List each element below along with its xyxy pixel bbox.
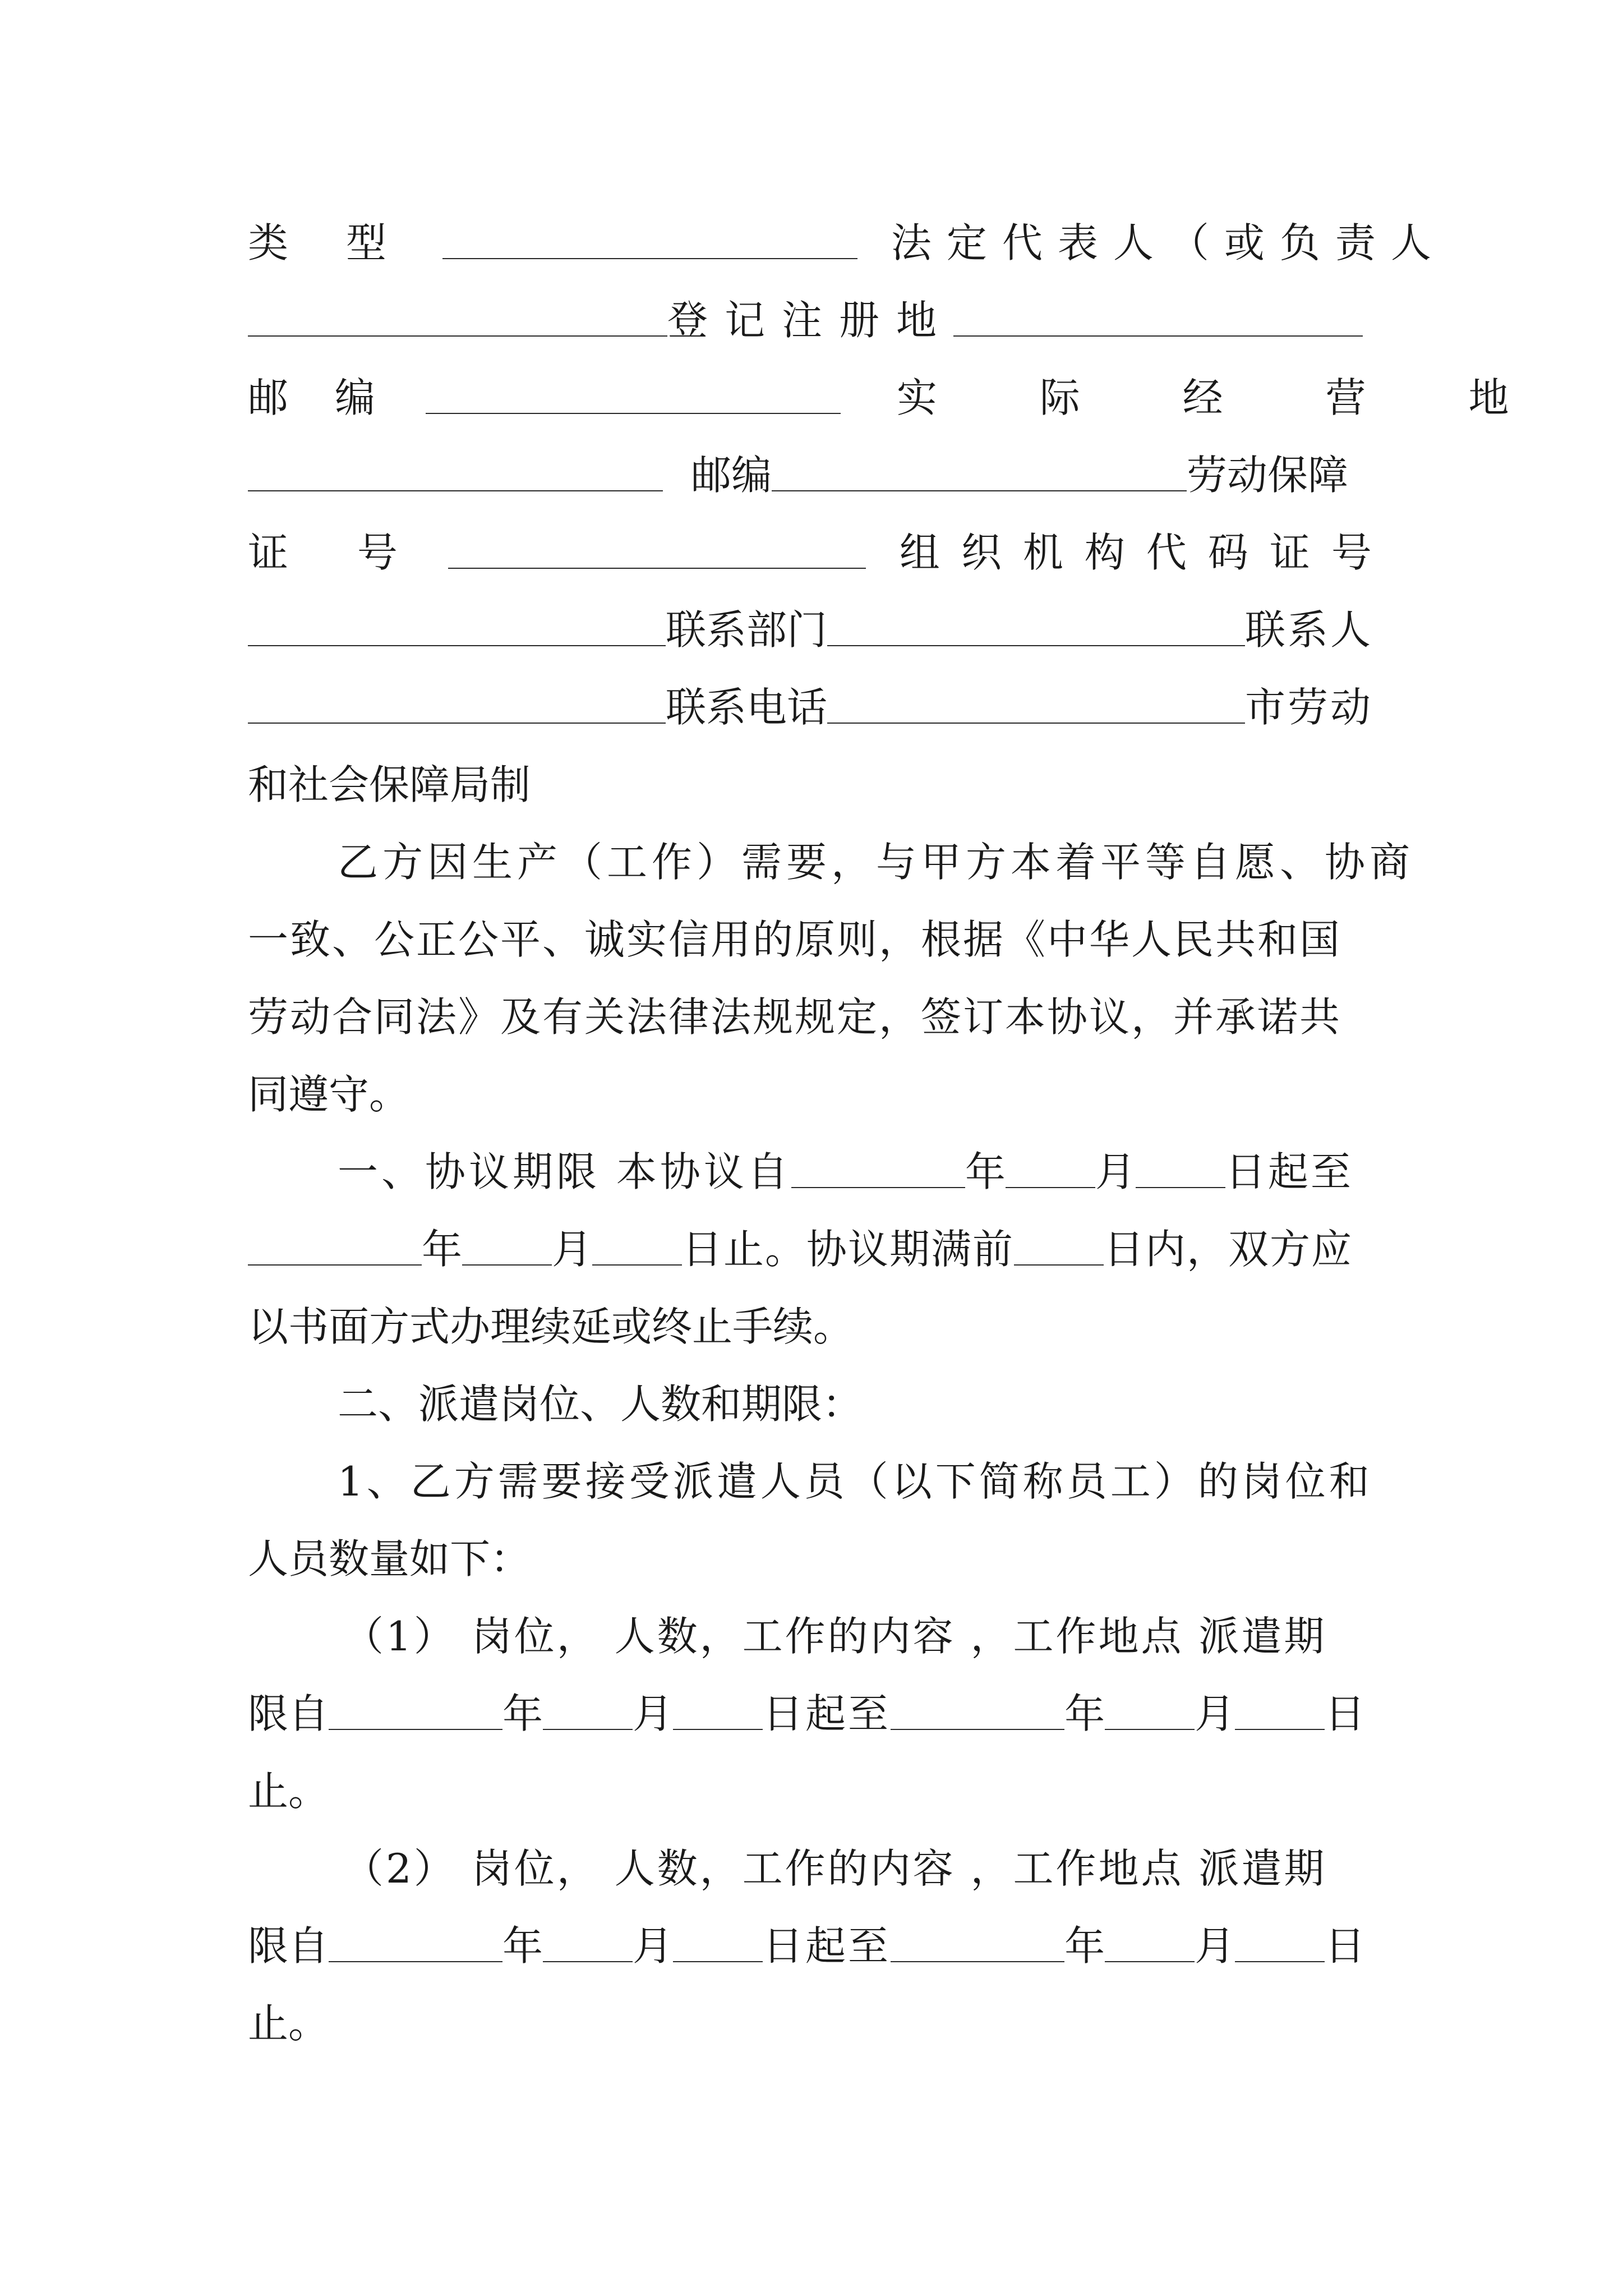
postcode2-blank[interactable] xyxy=(772,459,1187,491)
reg-place-label: 登记注册地 xyxy=(667,297,954,344)
month-label: 月 xyxy=(633,1922,674,1970)
days-within-label: 日内，双方应 xyxy=(1104,1226,1353,1273)
year-label: 年 xyxy=(422,1226,463,1273)
day-end-label: 日 xyxy=(1325,1922,1366,1970)
labor-security-label: 劳动保障 xyxy=(1187,452,1349,499)
bureau-row xyxy=(248,757,1386,813)
org-code-blank[interactable] xyxy=(248,614,666,646)
p2-end-year-blank[interactable] xyxy=(891,1930,1064,1962)
position-1-line2 xyxy=(248,1686,1386,1742)
section1-line-2 xyxy=(248,1221,1386,1277)
contact-dept-label: 联系部门 xyxy=(666,606,828,654)
position-1-tail: 止。 xyxy=(248,1768,329,1815)
item1-text-2: 人员数量如下： xyxy=(248,1535,531,1582)
reg-place-row xyxy=(248,292,1386,348)
preamble-text-4: 同遵守。 xyxy=(248,1071,410,1118)
postcode-label: 邮 编 xyxy=(248,374,392,421)
year-label: 年 xyxy=(1064,1690,1105,1737)
postcode-row xyxy=(248,370,1554,426)
contact-person-blank[interactable] xyxy=(248,691,666,724)
year-label: 年 xyxy=(965,1148,1006,1195)
actual-place-blank[interactable] xyxy=(248,459,663,491)
position-2-tail: 止。 xyxy=(248,2000,329,2047)
preamble-line-1 xyxy=(338,834,1415,890)
position-1-text: （1） 岗位， 人数，工作的内容 ，工作地点 派遣期 xyxy=(343,1613,1327,1660)
position-1-line3 xyxy=(248,1763,1386,1819)
month-label: 月 xyxy=(1195,1922,1235,1970)
contact-phone-blank[interactable] xyxy=(827,691,1245,724)
year-label: 年 xyxy=(502,1922,543,1970)
month-label: 月 xyxy=(633,1690,674,1737)
from-prefix: 限自 xyxy=(248,1690,329,1737)
p2-start-year-blank[interactable] xyxy=(329,1930,502,1962)
start-year-blank[interactable] xyxy=(791,1156,965,1188)
p2-start-day-blank[interactable] xyxy=(673,1930,763,1962)
bureau-suffix: 和社会保障局制 xyxy=(248,761,531,808)
position-1-line1 xyxy=(343,1608,1386,1664)
bureau-prefix: 市劳动 xyxy=(1245,684,1373,731)
legal-rep-blank[interactable] xyxy=(248,304,667,337)
position-2-text: （2） 岗位， 人数，工作的内容 ，工作地点 派遣期 xyxy=(343,1845,1327,1892)
section2-item1-line1 xyxy=(338,1453,1386,1510)
type-blank[interactable] xyxy=(442,227,857,259)
year-label: 年 xyxy=(502,1690,543,1737)
type-label: 类 型 xyxy=(248,219,409,266)
p1-end-month-blank[interactable] xyxy=(1105,1697,1195,1730)
p1-end-year-blank[interactable] xyxy=(891,1697,1064,1730)
section2-heading: 二、派遣岗位、人数和期限： xyxy=(338,1381,863,1428)
day-from-label: 日起至 xyxy=(1225,1148,1353,1195)
reg-place-blank[interactable] xyxy=(953,304,1363,337)
p2-start-month-blank[interactable] xyxy=(543,1930,633,1962)
p1-start-day-blank[interactable] xyxy=(673,1697,763,1730)
actual-place-label: 实 际 经 营 地 xyxy=(896,374,1554,421)
contact-dept-blank[interactable] xyxy=(827,614,1245,646)
item1-text-1: 1、乙方需要接受派遣人员（以下简称员工）的岗位和 xyxy=(338,1458,1373,1505)
month-label: 月 xyxy=(1095,1148,1136,1195)
contact-phone-label: 联系电话 xyxy=(666,684,828,731)
postcode2-label: 邮编 xyxy=(691,452,772,499)
preamble-text-1: 乙方因生产（工作）需要，与甲方本着平等自愿、协商 xyxy=(338,839,1415,886)
section1-line-1 xyxy=(338,1144,1386,1200)
contact-phone-row xyxy=(248,679,1386,735)
start-month-blank[interactable] xyxy=(1006,1156,1095,1188)
cert-no-blank[interactable] xyxy=(448,536,866,569)
position-2-line2 xyxy=(248,1918,1386,1974)
day-from-label: 日起至 xyxy=(763,1922,891,1970)
postcode-blank[interactable] xyxy=(426,381,841,414)
contact-person-label: 联系人 xyxy=(1245,606,1373,654)
end-year-blank[interactable] xyxy=(248,1233,422,1266)
day-from-label: 日起至 xyxy=(763,1690,891,1737)
day-end-label: 日 xyxy=(1325,1690,1366,1737)
p1-start-month-blank[interactable] xyxy=(543,1697,633,1730)
postcode2-row xyxy=(248,447,1386,503)
month-label: 月 xyxy=(552,1226,593,1273)
end-day-blank[interactable] xyxy=(592,1233,682,1266)
position-2-line3 xyxy=(248,1995,1386,2051)
section1-closing: 以书面方式办理续延或终止手续。 xyxy=(248,1303,854,1350)
p2-end-day-blank[interactable] xyxy=(1235,1930,1325,1962)
section1-line-3 xyxy=(248,1299,1386,1355)
contact-dept-row xyxy=(248,602,1386,658)
notice-days-blank[interactable] xyxy=(1014,1233,1104,1266)
preamble-line-3 xyxy=(248,989,1386,1045)
org-code-label: 组织机构代码证号 xyxy=(899,529,1393,576)
month-label: 月 xyxy=(1195,1690,1235,1737)
p1-end-day-blank[interactable] xyxy=(1235,1697,1325,1730)
day-to-label: 日止。协议期满前 xyxy=(682,1226,1015,1273)
preamble-line-2 xyxy=(248,912,1386,968)
section2-item1-line2 xyxy=(248,1531,1386,1587)
end-month-blank[interactable] xyxy=(462,1233,552,1266)
year-label: 年 xyxy=(1064,1922,1105,1970)
p1-start-year-blank[interactable] xyxy=(329,1697,502,1730)
position-2-line1 xyxy=(343,1841,1386,1897)
from-prefix: 限自 xyxy=(248,1922,329,1970)
cert-no-label: 证 号 xyxy=(248,529,426,576)
preamble-text-3: 劳动合同法》及有关法律法规规定，签订本协议，并承诺共 xyxy=(248,993,1342,1041)
cert-row xyxy=(248,524,1393,581)
section1-heading: 一、协议期限 本协议自 xyxy=(338,1148,791,1195)
p2-end-month-blank[interactable] xyxy=(1105,1930,1195,1962)
legal-rep-label: 法定代表人（或负责人 xyxy=(891,219,1446,266)
preamble-line-4 xyxy=(248,1066,1386,1122)
start-day-blank[interactable] xyxy=(1136,1156,1225,1188)
section2-heading-line xyxy=(338,1376,1386,1432)
preamble-text-2: 一致、公正公平、诚实信用的原则，根据《中华人民共和国 xyxy=(248,916,1342,963)
type-row xyxy=(248,215,1446,271)
